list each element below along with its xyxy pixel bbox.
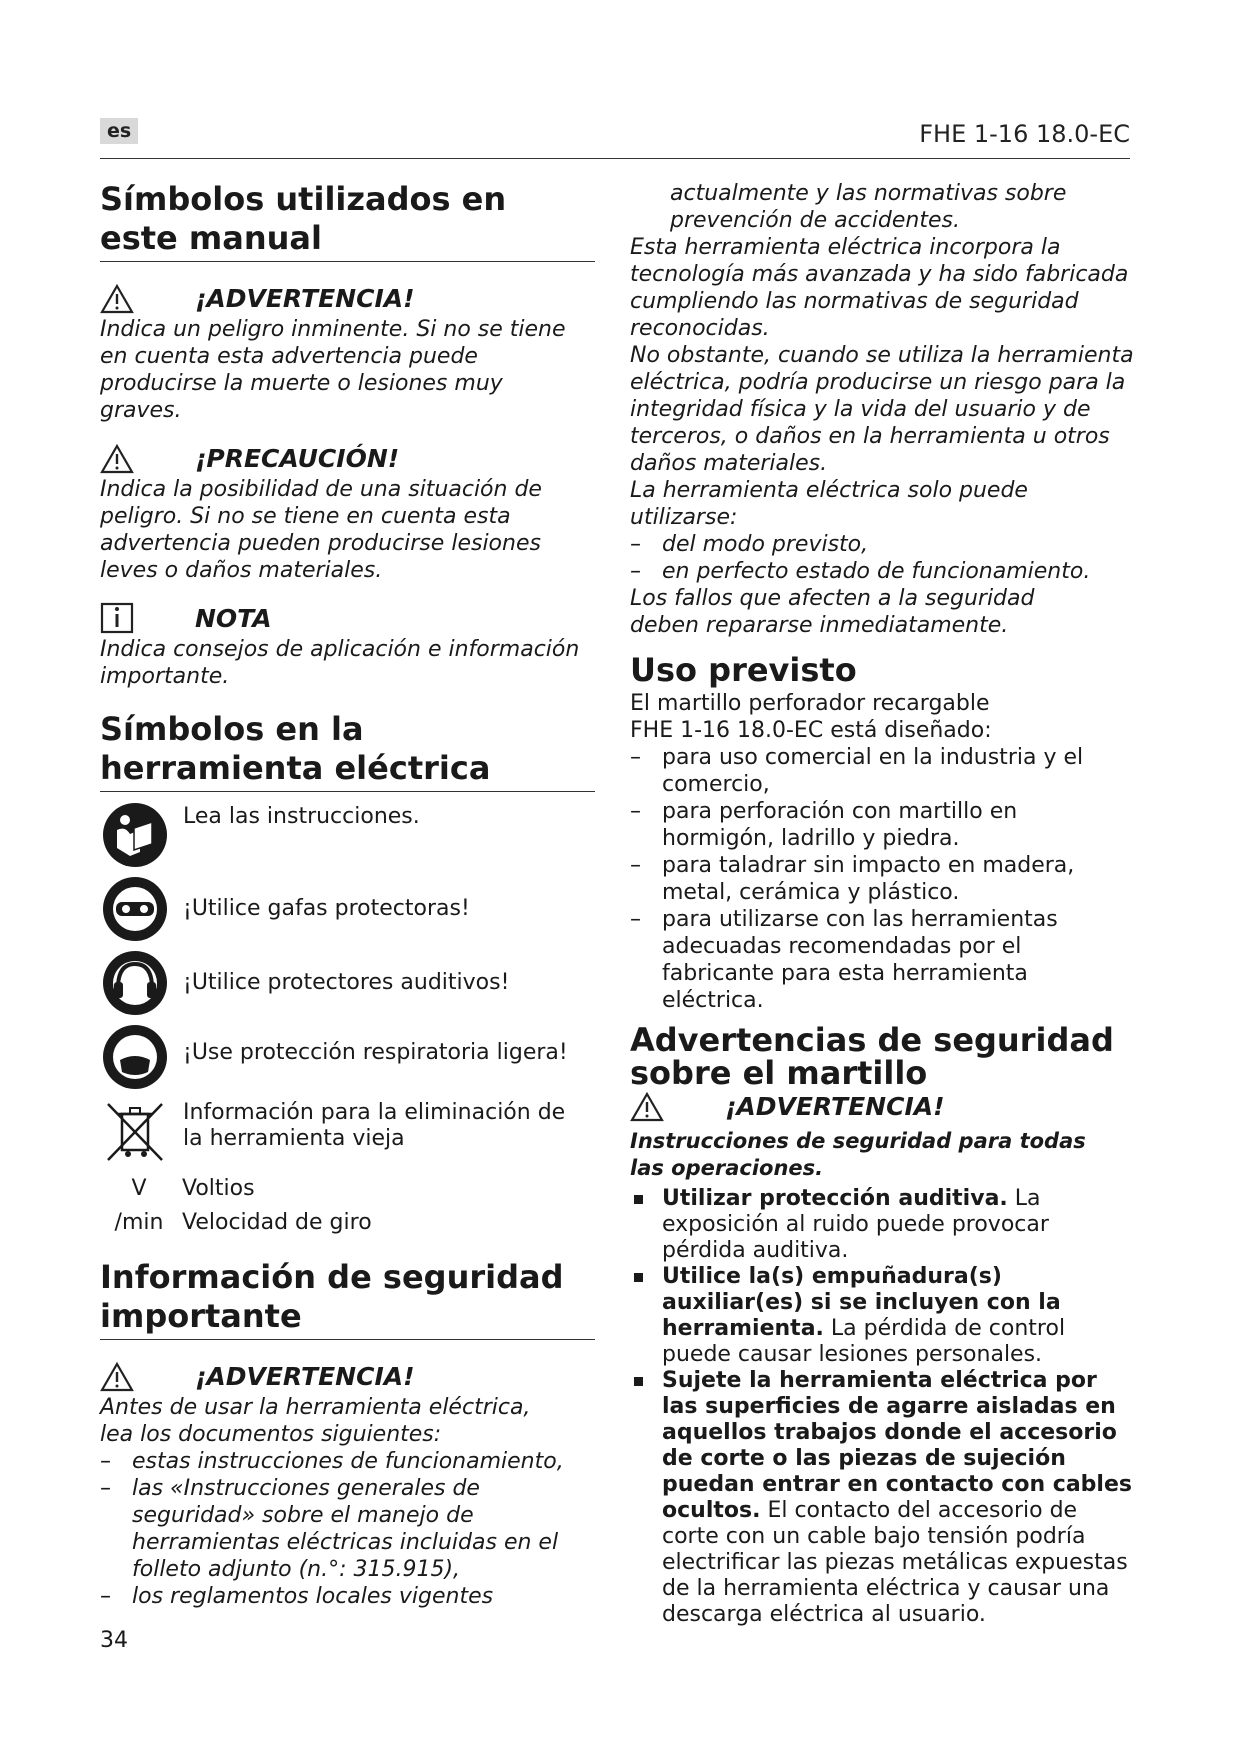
symbol-text: ¡Utilice gafas protectoras! [183, 896, 470, 921]
symbol-row-respiratory [100, 1022, 600, 1096]
list-item: – del modo previsto, [630, 532, 869, 557]
list-item: – las «Instrucciones generales de seguridad» sobre el manejo de herramientas eléctricas incluidas en el folleto adjunto (n.°: 315.915), [100, 1476, 559, 1582]
caution-triangle-icon [100, 444, 134, 474]
section-title-hammer-warnings: Advertencias de seguridad sobre el martillo [630, 1021, 1114, 1092]
abbr-row [100, 1176, 600, 1210]
section-title-tool-symbols: Símbolos en la herramienta eléctrica [100, 710, 595, 792]
section-title-safety-info: Información de seguridad importante [100, 1258, 595, 1340]
section-title-symbols-manual: Símbolos utilizados en este manual [100, 180, 595, 262]
page-number: 34 [100, 1628, 128, 1653]
info-icon [100, 602, 134, 634]
warning-header [630, 1090, 1135, 1124]
symbol-text: ¡Utilice protectores auditivos! [183, 970, 510, 995]
list-item: Utilice la(s) empuñadura(s) auxiliar(es) si se incluyen con la herramienta. La pérdida de control puede causar lesiones personales. [630, 1264, 1135, 1368]
note-text: Indica consejos de aplicación e información importante. [100, 637, 580, 689]
safety-goggles-icon [100, 874, 170, 944]
ear-protection-icon [100, 948, 170, 1018]
abbr-symbol: /min [114, 1210, 164, 1235]
section-title-intended-use: Uso previsto [630, 651, 857, 689]
symbol-text: Lea las instrucciones. [183, 804, 420, 829]
list-item: – para utilizarse con las herramientas adecuadas recomendadas por el fabricante para esta herramienta eléctrica. [630, 907, 1058, 1013]
list-item: Sujete la herramienta eléctrica por las superficies de agarre aisladas en aquellos trabajos donde el accesorio de corte o las piezas de sujeción puedan entrar en contacto con cables ocultos. El contacto del accesorio de corte con un cable bajo tensión podría electrificar las piezas metálicas expuestas de la herramienta eléctrica y causar una descarga eléctrica al usuario. [630, 1368, 1135, 1628]
note-label: NOTA [195, 604, 272, 633]
symbol-text: ¡Use protección respiratoria ligera! [183, 1040, 568, 1065]
abbr-meaning: Voltios [182, 1176, 255, 1201]
symbol-row-goggles [100, 874, 600, 948]
warning-triangle-icon [100, 1362, 134, 1392]
list-item: Utilizar protección auditiva. La exposición al ruido puede provocar pérdida auditiva. [630, 1186, 1135, 1264]
left-column [100, 180, 600, 1610]
paragraph: La herramienta eléctrica solo puede utilizarse: [630, 478, 1028, 530]
crossed-bin-icon [100, 1096, 170, 1166]
intro-line: El martillo perforador recargable [630, 691, 990, 716]
symbol-row-disposal [100, 1096, 600, 1170]
abbr-row [100, 1210, 600, 1244]
warning-intro: Instrucciones de seguridad para todas las operaciones. [630, 1129, 1086, 1180]
note-header [100, 602, 600, 636]
symbol-text: Información para la eliminación de la herramienta vieja [183, 1100, 566, 1151]
warning-triangle-icon [630, 1092, 664, 1122]
read-manual-icon [100, 800, 170, 870]
list-item: – los reglamentos locales vigentes [100, 1584, 494, 1609]
warning-header [100, 282, 600, 316]
continued-text: actualmente y las normativas sobre prevención de accidentes. [670, 181, 1067, 233]
right-column [630, 180, 1135, 1628]
warning-label: ¡ADVERTENCIA! [725, 1092, 945, 1121]
symbol-row-read-manual [100, 800, 600, 874]
respiratory-mask-icon [100, 1022, 170, 1092]
model-name: FHE 1-16 18.0-EC [919, 120, 1130, 148]
warning-intro: Antes de usar la herramienta eléctrica, lea los documentos siguientes: [100, 1395, 531, 1447]
page-header [100, 118, 1130, 159]
language-tag: es [100, 118, 138, 144]
list-item: – para taladrar sin impacto en madera, metal, cerámica y plástico. [630, 853, 1075, 905]
caution-label: ¡PRECAUCIÓN! [195, 444, 400, 473]
warning-text: Indica un peligro inminente. Si no se tiene en cuenta esta advertencia puede producirse la muerte o lesiones muy graves. [100, 317, 566, 423]
paragraph: No obstante, cuando se utiliza la herramienta eléctrica, podría producirse un riesgo para la integridad física y la vida del usuario y de terceros, o daños en la herramienta u otros daños materiales. [630, 343, 1134, 476]
warning-triangle-icon [100, 284, 134, 314]
paragraph: Los fallos que afecten a la seguridad deben repararse inmediatamente. [630, 586, 1035, 638]
warning-label: ¡ADVERTENCIA! [195, 284, 415, 313]
symbol-row-ear [100, 948, 600, 1022]
intro-line: FHE 1-16 18.0-EC está diseñado: [630, 718, 992, 743]
abbr-symbol: V [131, 1176, 147, 1201]
list-item: – para uso comercial en la industria y el comercio, [630, 745, 1084, 797]
abbr-meaning: Velocidad de giro [182, 1210, 372, 1235]
warning-header [100, 1360, 600, 1394]
paragraph: Esta herramienta eléctrica incorpora la tecnología más avanzada y ha sido fabricada cumpliendo las normativas de seguridad reconocidas. [630, 235, 1129, 341]
warning-label: ¡ADVERTENCIA! [195, 1362, 415, 1391]
list-item: – en perfecto estado de funcionamiento. [630, 559, 1091, 584]
list-item: – estas instrucciones de funcionamiento, [100, 1449, 564, 1474]
caution-header [100, 442, 600, 476]
list-item: – para perforación con martillo en hormigón, ladrillo y piedra. [630, 799, 1018, 851]
caution-text: Indica la posibilidad de una situación de peligro. Si no se tiene en cuenta esta advertencia pueden producirse lesiones leves o daños materiales. [100, 477, 542, 583]
